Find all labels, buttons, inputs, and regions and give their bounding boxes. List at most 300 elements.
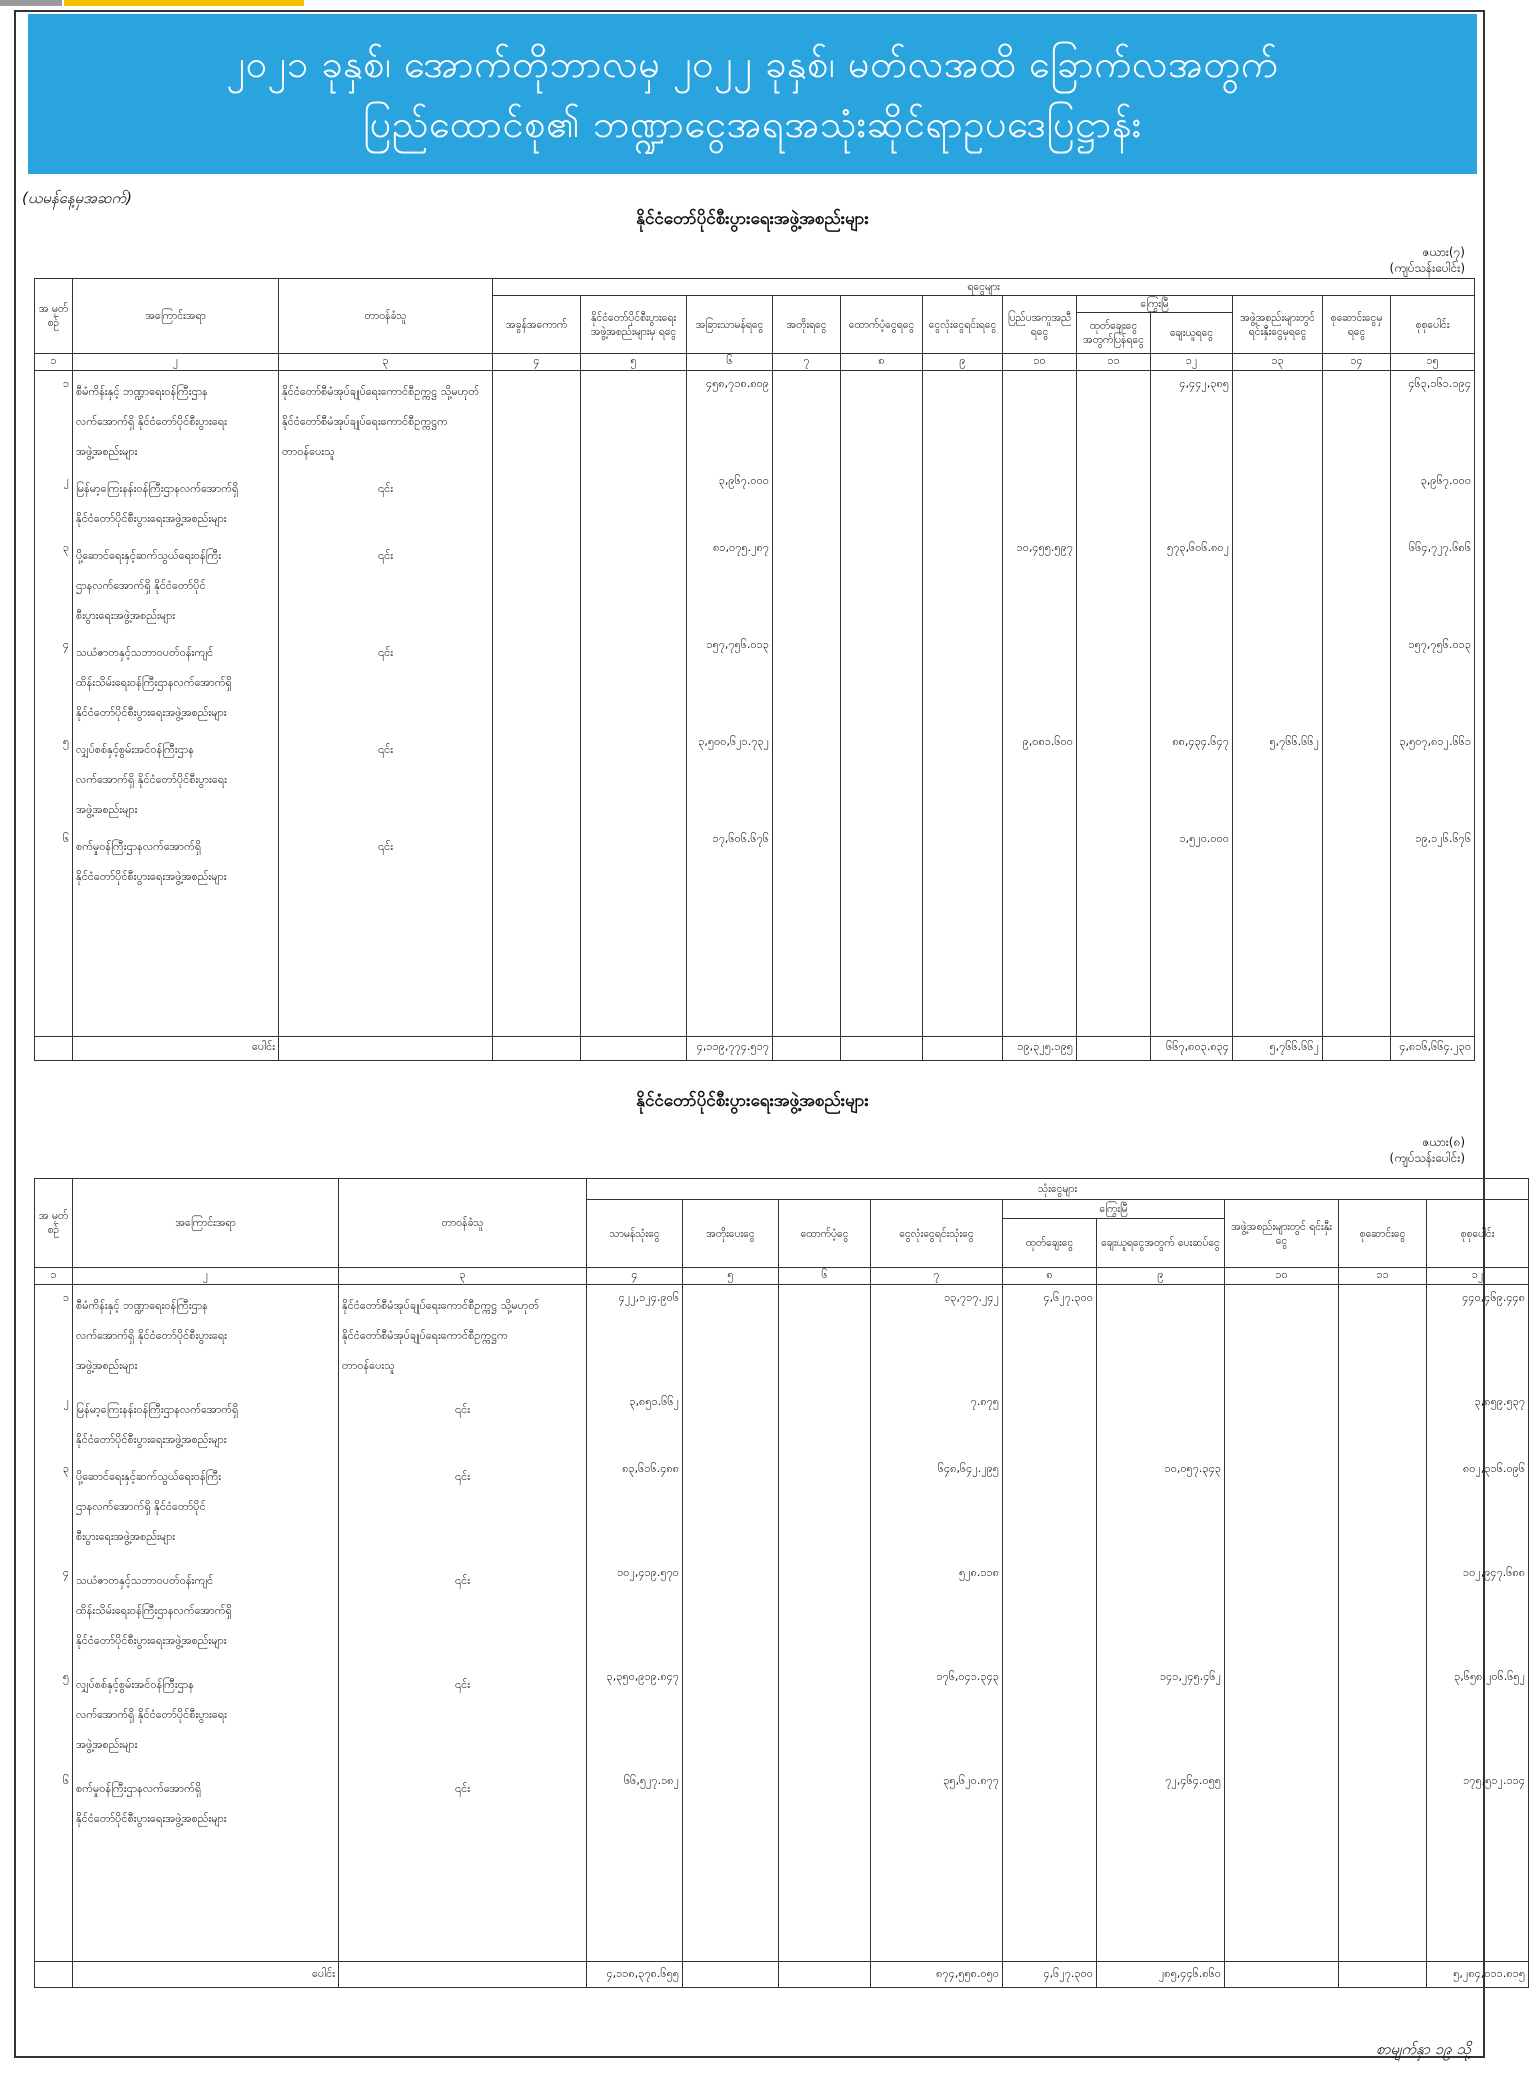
- row-responsible-line: ၎င်း: [378, 840, 393, 853]
- receipts-colnum: ၁၀: [1003, 354, 1077, 371]
- row-value-c4: [493, 826, 581, 906]
- row-value-c9: ၇၂,၄၆၄.၀၅၅: [1097, 1768, 1225, 1858]
- row-value-c6: ၁၅၇,၇၅၆.၀၁၃: [687, 632, 773, 729]
- row-subject-line: စီမံကိန်းနှင့် ဘဏ္ဍာရေးဝန်ကြီးဌာန: [76, 1299, 208, 1312]
- row-subject-line: အဖွဲ့အစည်းများ: [76, 445, 138, 458]
- receipts-colnum: ၁၄: [1323, 354, 1391, 371]
- row-value-c8: [1003, 1664, 1097, 1768]
- row-value-c6: ၈၁,၀၇၅.၂၈၇: [687, 535, 773, 632]
- row-value-c11: [1339, 1560, 1427, 1664]
- row-number: ၄: [35, 1560, 73, 1664]
- row-value-c8: [841, 468, 923, 535]
- row-subject-line: လက်အောက်ရှိ နိုင်ငံတော်ပိုင်စီးပွားရေး: [76, 415, 227, 428]
- row-value-c15: ၃,၅၀၇,၈၁၂.၆၆၁: [1391, 729, 1475, 826]
- expenses-h-no: အ မှတ် စဉ်: [35, 1179, 73, 1268]
- expenses-h-subject: အကြောင်းအရာ: [73, 1179, 339, 1268]
- table-row: [35, 535, 1475, 632]
- row-value-c12: ၁,၅၂၀.၀၀၀: [1151, 826, 1233, 906]
- row-value-c5: [581, 826, 687, 906]
- expenses-ref-form: ဇယား(၈): [1422, 1135, 1465, 1149]
- row-value-c12: ၁၀၂,၉၄၇.၆၈၈: [1427, 1560, 1529, 1664]
- row-responsible-line: ၎င်း: [455, 1573, 470, 1587]
- row-value-c13: [1233, 371, 1323, 469]
- receipts-h-c14: စုဆောင်းငွေမှ ရငွေ: [1323, 296, 1391, 354]
- row-value-c11: [1339, 1768, 1427, 1858]
- row-value-c5: [683, 1560, 779, 1664]
- row-value-c9: [923, 535, 1003, 632]
- row-subject-line: လျှပ်စစ်နှင့်စွမ်းအင်ဝန်ကြီးဌာန: [76, 743, 194, 756]
- expenses-h-c9: ချေးယူရငွေအတွက် ပေးဆပ်ငွေ: [1097, 1219, 1225, 1268]
- row-value-c5: [581, 535, 687, 632]
- row-value-c5: [581, 729, 687, 826]
- row-responsible-line: ၎င်း: [378, 646, 393, 659]
- spacer-cell: [279, 906, 493, 1036]
- receipts-h-c11: ထုတ်ချေးငွေ အတွက်ပြန်ရငွေ: [1077, 313, 1151, 354]
- spacer-cell: [1391, 906, 1475, 1036]
- row-number: ၆: [35, 1768, 73, 1858]
- row-value-c12: ၁၇၅,၅၁၂.၁၁၄: [1427, 1768, 1529, 1858]
- expenses-h-c6: ထောက်ပံ့ငွေ: [779, 1200, 871, 1268]
- row-value-c10: [1003, 371, 1077, 469]
- expenses-ref-unit: (ကျပ်သန်းပေါင်း): [1389, 1151, 1465, 1165]
- row-responsible-line: နိုင်ငံတော်စီမံအုပ်ချုပ်ရေးကောင်စီဥက္ကဋ္ဌက: [282, 415, 448, 428]
- row-value-c4: ၃,၈၅၁.၆၆၂: [587, 1389, 683, 1456]
- row-value-c8: [1003, 1560, 1097, 1664]
- row-responsible-line: ၎င်း: [455, 1469, 470, 1483]
- row-value-c12: ၄,၄၄၂,၃၈၅: [1151, 371, 1233, 469]
- expenses-total-row: [35, 1962, 1529, 1988]
- receipts-h-c4: အခွန်အကောက်: [493, 296, 581, 354]
- receipts-ref-form: ဇယား(၇): [1422, 245, 1465, 259]
- row-value-c10: ၁၀,၄၅၅.၅၉၇: [1003, 535, 1077, 632]
- expenses-colnum: ၉: [1097, 1268, 1225, 1285]
- total-resp: [339, 1962, 587, 1988]
- receipts-colnum: ၆: [687, 354, 773, 371]
- row-value-c7: ၃၅,၆၂၀.၈၇၇: [871, 1768, 1003, 1858]
- spacer-cell: [871, 1858, 1003, 1962]
- row-responsible: [279, 826, 493, 906]
- row-subject: [73, 826, 279, 906]
- spacer-cell: [687, 906, 773, 1036]
- row-value-c12: ၃,၆၅၈,၂၀၆.၆၅၂: [1427, 1664, 1529, 1768]
- receipts-h-debt: ကြွေးမြီ: [1077, 296, 1233, 313]
- row-value-c7: ၁၇၆,၀၄၁.၃၄၃: [871, 1664, 1003, 1768]
- row-value-c10: [1225, 1456, 1339, 1560]
- expenses-h-c5: အတိုးပေးငွေ: [683, 1200, 779, 1268]
- row-value-c5: [581, 468, 687, 535]
- spacer-cell: [1225, 1858, 1339, 1962]
- row-subject: [73, 1456, 339, 1560]
- total-label: ပေါင်း: [73, 1962, 339, 1988]
- row-value-c14: [1323, 632, 1391, 729]
- total-value-c8: [841, 1036, 923, 1060]
- row-value-c9: ၁၀,၀၅၇.၃၄၃: [1097, 1456, 1225, 1560]
- receipts-h-c6: အခြားသာမန်ရငွေ: [687, 296, 773, 354]
- total-value-c15: ၄,၈၁၆,၆၆၄.၂၃၀: [1391, 1036, 1475, 1060]
- row-value-c12: ၈၀၂,၃၁၆.၀၉၆: [1427, 1456, 1529, 1560]
- row-value-c11: [1077, 826, 1151, 906]
- receipts-colnum: ၁: [35, 354, 73, 371]
- row-responsible: [339, 1285, 587, 1389]
- row-subject-line: ပို့ဆောင်ရေးနှင့်ဆက်သွယ်ရေးဝန်ကြီး: [76, 1469, 222, 1483]
- row-value-c4: ၁၀၂,၄၁၉.၅၇၀: [587, 1560, 683, 1664]
- row-value-c5: [581, 371, 687, 469]
- row-number: ၅: [35, 729, 73, 826]
- row-value-c15: ၁၉,၁၂၆.၆၇၆: [1391, 826, 1475, 906]
- row-value-c13: [1233, 468, 1323, 535]
- row-responsible: [279, 729, 493, 826]
- expenses-title: နိုင်ငံတော်ပိုင်စီးပွားရေးအဖွဲ့အစည်းများ: [636, 1091, 869, 1111]
- spacer-cell: [73, 1858, 339, 1962]
- table-row: [35, 826, 1475, 906]
- row-value-c6: [779, 1285, 871, 1389]
- expenses-h-c8: ထုတ်ချေးငွေ: [1003, 1219, 1097, 1268]
- expenses-h-resp: တာဝန်ခံသူ: [339, 1179, 587, 1268]
- receipts-colnum: ၁၅: [1391, 354, 1475, 371]
- row-value-c11: [1077, 729, 1151, 826]
- row-subject-line: နိုင်ငံတော်ပိုင်စီးပွားရေးအဖွဲ့အစည်းများ: [76, 1811, 227, 1825]
- row-subject: [73, 632, 279, 729]
- expenses-colnum: ၁၁: [1339, 1268, 1427, 1285]
- spacer-cell: [35, 906, 73, 1036]
- receipts-table: [34, 278, 1475, 1061]
- receipts-colnum: ၉: [923, 354, 1003, 371]
- total-value-c7: ၈၇၄,၅၅၈.၀၅၀: [871, 1962, 1003, 1988]
- row-value-c7: [773, 535, 841, 632]
- spacer-cell: [773, 906, 841, 1036]
- row-value-c8: [1003, 1768, 1097, 1858]
- row-subject: [73, 1768, 339, 1858]
- row-value-c9: [923, 371, 1003, 469]
- total-value-c8: ၄,၆၂၇.၃၀၀: [1003, 1962, 1097, 1988]
- row-value-c10: ၉,၀၈၁.၆၀၀: [1003, 729, 1077, 826]
- total-value-c12: ၅,၂၈၄,၀၁၁.၈၁၅: [1427, 1962, 1529, 1988]
- receipts-colnum-row: [35, 354, 1475, 371]
- receipts-h-c13: အဖွဲ့အစည်းများတွင် ရင်းနှီးငွေမှရငွေ: [1233, 296, 1323, 354]
- row-value-c10: [1225, 1768, 1339, 1858]
- total-value-c7: [773, 1036, 841, 1060]
- row-subject-line: မြန်မာ့ကြေးနန်းဝန်ကြီးဌာနလက်အောက်ရှိ: [76, 482, 239, 495]
- expenses-h-group: သုံးငွေများ: [587, 1179, 1529, 1200]
- row-subject-line: သယံဇာတနှင့်သဘာဝပတ်ဝန်းကျင်: [76, 1573, 214, 1587]
- receipts-ref: [1390, 244, 1465, 276]
- row-value-c9: ၁၄၁,၂၄၅.၄၆၂: [1097, 1664, 1225, 1768]
- expenses-colnum: ၄: [587, 1268, 683, 1285]
- expenses-colnum: ၃: [339, 1268, 587, 1285]
- row-number: ၃: [35, 535, 73, 632]
- row-subject-line: သယံဇာတနှင့်သဘာဝပတ်ဝန်းကျင်: [76, 646, 214, 659]
- row-value-c4: ၆၆,၅၂၇.၁၈၂: [587, 1768, 683, 1858]
- row-subject-line: လျှပ်စစ်နှင့်စွမ်းအင်ဝန်ကြီးဌာန: [76, 1677, 194, 1691]
- table-row: [35, 632, 1475, 729]
- row-subject-line: ဌာနလက်အောက်ရှိ နိုင်ငံတော်ပိုင်: [76, 1499, 206, 1513]
- receipts-h-c8: ထောက်ပံ့ငွေရငွေ: [841, 296, 923, 354]
- total-value-c6: [779, 1962, 871, 1988]
- receipts-colnum: ၂: [73, 354, 279, 371]
- row-value-c11: [1077, 371, 1151, 469]
- row-value-c8: ၄,၆၂၇.၃၀၀: [1003, 1285, 1097, 1389]
- row-subject: [73, 1389, 339, 1456]
- total-value-c5: [683, 1962, 779, 1988]
- row-value-c15: ၆၆၄,၇၂၇.၆၈၆: [1391, 535, 1475, 632]
- table-row: [35, 1285, 1529, 1389]
- row-value-c12: ၄၄၀,၄၆၉.၄၄၈: [1427, 1285, 1529, 1389]
- row-value-c12: ၃,၈၅၉.၅၃၇: [1427, 1389, 1529, 1456]
- receipts-colnum: ၁၂: [1151, 354, 1233, 371]
- spacer-cell: [35, 1858, 73, 1962]
- expenses-h-c11: စုဆောင်းငွေ: [1339, 1200, 1427, 1268]
- row-subject: [73, 535, 279, 632]
- row-subject: [73, 468, 279, 535]
- spacer-cell: [1003, 906, 1077, 1036]
- row-value-c9: [1097, 1389, 1225, 1456]
- row-subject-line: ထိန်းသိမ်းရေးဝန်ကြီးဌာနလက်အောက်ရှိ: [76, 676, 232, 689]
- row-subject-line: အဖွဲ့အစည်းများ: [76, 803, 138, 816]
- total-value-c10: [1225, 1962, 1339, 1988]
- banner-line-2: ပြည်ထောင်စု၏ ဘဏ္ဍာငွေအရအသုံးဆိုင်ရာဥပဒေပြဋ္ဌာန်း: [363, 102, 1142, 146]
- row-value-c4: [493, 371, 581, 469]
- expenses-h-c10: အဖွဲ့အစည်းများတွင် ရင်းနှီးငွေ: [1225, 1200, 1339, 1268]
- row-subject-line: နိုင်ငံတော်ပိုင်စီးပွားရေးအဖွဲ့အစည်းများ: [76, 870, 227, 883]
- row-responsible: [279, 535, 493, 632]
- receipts-h-c5: နိုင်ငံတော်ပိုင်စီးပွားရေး အဖွဲ့အစည်းများမှ ရငွေ: [581, 296, 687, 354]
- row-subject-line: နိုင်ငံတော်ပိုင်စီးပွားရေးအဖွဲ့အစည်းများ: [76, 1633, 227, 1647]
- row-subject-line: အဖွဲ့အစည်းများ: [76, 1359, 138, 1372]
- row-value-c4: ၃,၃၅၀,၉၁၉.၈၄၇: [587, 1664, 683, 1768]
- row-value-c4: [493, 632, 581, 729]
- expenses-colnum-row: [35, 1268, 1529, 1285]
- total-value-c4: ၄,၁၁၈,၃၇၈.၆၅၅: [587, 1962, 683, 1988]
- spacer-cell: [1339, 1858, 1427, 1962]
- row-value-c6: [779, 1664, 871, 1768]
- row-responsible: [339, 1389, 587, 1456]
- row-subject-line: စက်မှုဝန်ကြီးဌာနလက်အောက်ရှိ: [76, 840, 202, 853]
- row-responsible-line: ၎င်း: [378, 549, 393, 562]
- row-subject: [73, 729, 279, 826]
- row-value-c8: [841, 371, 923, 469]
- receipts-colnum: ၄: [493, 354, 581, 371]
- total-value-c5: [581, 1036, 687, 1060]
- expenses-h-c4: သာမန်သုံးငွေ: [587, 1200, 683, 1268]
- receipts-colnum: ၁၁: [1077, 354, 1151, 371]
- row-subject: [73, 371, 279, 469]
- expenses-ref: [1390, 1134, 1465, 1166]
- receipts-h-subject: အကြောင်းအရာ: [73, 279, 279, 354]
- row-value-c14: [1323, 826, 1391, 906]
- top-strip-grey: [0, 0, 62, 6]
- banner-line-1: ၂၀၂၁ ခုနှစ်၊ အောက်တိုဘာလမှ ၂၀၂၂ ခုနှစ်၊ မတ်လအထိ ခြောက်လအတွက်: [226, 42, 1279, 86]
- spacer-cell: [683, 1858, 779, 1962]
- row-value-c4: [493, 729, 581, 826]
- row-value-c15: ၃,၉၆၇.၀၀၀: [1391, 468, 1475, 535]
- total-value-c12: ၆၆၇,၈၀၃.၈၃၄: [1151, 1036, 1233, 1060]
- row-value-c5: [683, 1456, 779, 1560]
- row-subject: [73, 1560, 339, 1664]
- row-responsible: [279, 468, 493, 535]
- row-number: ၂: [35, 468, 73, 535]
- row-responsible-line: တာဝန်ပေးသူ: [342, 1359, 395, 1372]
- row-value-c7: [773, 371, 841, 469]
- spacer-cell: [581, 906, 687, 1036]
- row-subject-line: ထိန်းသိမ်းရေးဝန်ကြီးဌာနလက်အောက်ရှိ: [76, 1603, 232, 1617]
- row-value-c11: [1077, 468, 1151, 535]
- row-value-c8: [1003, 1389, 1097, 1456]
- receipts-colnum: ၅: [581, 354, 687, 371]
- row-subject-line: စီးပွားရေးအဖွဲ့အစည်းများ: [76, 609, 176, 622]
- row-responsible: [339, 1664, 587, 1768]
- row-responsible: [339, 1560, 587, 1664]
- spacer-cell: [1427, 1858, 1529, 1962]
- receipts-h-c7: အတိုးရငွေ: [773, 296, 841, 354]
- row-value-c9: [1097, 1560, 1225, 1664]
- receipts-h-resp: တာဝန်ခံသူ: [279, 279, 493, 354]
- receipts-colnum: ၇: [773, 354, 841, 371]
- row-value-c5: [683, 1768, 779, 1858]
- total-value-c11: [1339, 1962, 1427, 1988]
- row-value-c15: ၁၅၇,၇၅၆.၀၁၃: [1391, 632, 1475, 729]
- spacer-cell: [1151, 906, 1233, 1036]
- page-continue-note: စာမျက်နှာ ၁၉ သို့: [1375, 2040, 1471, 2058]
- row-value-c10: [1225, 1389, 1339, 1456]
- row-value-c6: [779, 1560, 871, 1664]
- total-value-c9: [923, 1036, 1003, 1060]
- row-value-c9: [923, 729, 1003, 826]
- table-row: [35, 729, 1475, 826]
- expenses-h-c12: စုစုပေါင်း: [1427, 1200, 1529, 1268]
- title-banner: [28, 14, 1477, 174]
- receipts-h-no: အ မှတ် စဉ်: [35, 279, 73, 354]
- row-value-c10: [1003, 632, 1077, 729]
- row-number: ၁: [35, 371, 73, 469]
- row-value-c7: [773, 729, 841, 826]
- row-value-c5: [683, 1664, 779, 1768]
- row-value-c8: [841, 535, 923, 632]
- row-value-c11: [1077, 632, 1151, 729]
- row-subject-line: စီးပွားရေးအဖွဲ့အစည်းများ: [76, 1529, 176, 1543]
- total-value-c4: [493, 1036, 581, 1060]
- spacer-cell: [1233, 906, 1323, 1036]
- row-value-c7: ၅၂၈.၁၁၈: [871, 1560, 1003, 1664]
- receipts-h-c12: ချေးယူရငွေ: [1151, 313, 1233, 354]
- row-value-c15: ၄၆၃,၁၆၁.၁၉၄: [1391, 371, 1475, 469]
- row-value-c5: [581, 632, 687, 729]
- row-responsible-line: နိုင်ငံတော်စီမံအုပ်ချုပ်ရေးကောင်စီဥက္ကဋ္ဌ သို့မဟုတ်: [282, 385, 480, 398]
- row-value-c6: [779, 1389, 871, 1456]
- table-row: [35, 468, 1475, 535]
- expenses-h-debt: ကြွေးမြီ: [1003, 1200, 1225, 1219]
- row-value-c4: [493, 535, 581, 632]
- expenses-colnum: ၇: [871, 1268, 1003, 1285]
- row-subject: [73, 1664, 339, 1768]
- row-subject-line: အဖွဲ့အစည်းများ: [76, 1737, 138, 1751]
- row-value-c12: [1151, 468, 1233, 535]
- row-value-c7: [773, 632, 841, 729]
- spacer-cell: [587, 1858, 683, 1962]
- row-value-c6: ၃,၉၆၇.၀၀၀: [687, 468, 773, 535]
- row-value-c7: [773, 468, 841, 535]
- row-responsible: [339, 1768, 587, 1858]
- row-responsible-line: နိုင်ငံတော်စီမံအုပ်ချုပ်ရေးကောင်စီဥက္ကဋ္ဌက: [342, 1329, 508, 1342]
- row-number: ၁: [35, 1285, 73, 1389]
- expenses-table: [34, 1178, 1529, 1988]
- row-value-c13: ၅,၇၆၆.၆၆၂: [1233, 729, 1323, 826]
- row-value-c10: [1225, 1285, 1339, 1389]
- total-no: [35, 1036, 73, 1060]
- row-value-c6: ၄၅၈,၇၁၈.၈၀၉: [687, 371, 773, 469]
- spacer-cell: [73, 906, 279, 1036]
- row-number: ၆: [35, 826, 73, 906]
- expenses-spacer-row: [35, 1858, 1529, 1962]
- row-responsible-line: ၎င်း: [455, 1781, 470, 1795]
- spacer-cell: [339, 1858, 587, 1962]
- total-value-c9: ၂၈၅,၄၄၆.၈၆၀: [1097, 1962, 1225, 1988]
- row-value-c10: [1225, 1560, 1339, 1664]
- row-value-c10: [1003, 468, 1077, 535]
- total-no: [35, 1962, 73, 1988]
- row-number: ၂: [35, 1389, 73, 1456]
- row-value-c13: [1233, 632, 1323, 729]
- total-value-c11: [1077, 1036, 1151, 1060]
- total-value-c14: [1323, 1036, 1391, 1060]
- row-value-c7: [773, 826, 841, 906]
- row-value-c9: [923, 468, 1003, 535]
- row-value-c11: [1339, 1389, 1427, 1456]
- row-value-c14: [1323, 468, 1391, 535]
- spacer-cell: [1003, 1858, 1097, 1962]
- receipts-colnum: ၁၃: [1233, 354, 1323, 371]
- table-row: [35, 1560, 1529, 1664]
- receipts-h-c9: ငွေလုံးငွေရင်းရငွေ: [923, 296, 1003, 354]
- row-value-c7: ၇.၈၇၅: [871, 1389, 1003, 1456]
- row-value-c7: ၆၄၈,၆၄၂.၂၉၅: [871, 1456, 1003, 1560]
- row-value-c6: ၃,၅၀၀,၆၂၁.၇၃၂: [687, 729, 773, 826]
- total-value-c10: ၁၉,၃၂၅.၁၉၅: [1003, 1036, 1077, 1060]
- spacer-cell: [923, 906, 1003, 1036]
- row-subject-line: ဌာနလက်အောက်ရှိ နိုင်ငံတော်ပိုင်: [76, 579, 206, 592]
- row-value-c11: [1339, 1456, 1427, 1560]
- table-row: [35, 1768, 1529, 1858]
- row-responsible-line: ၎င်း: [378, 743, 393, 756]
- expenses-colnum: ၁၀: [1225, 1268, 1339, 1285]
- row-subject-line: နိုင်ငံတော်ပိုင်စီးပွားရေးအဖွဲ့အစည်းများ: [76, 706, 227, 719]
- row-value-c9: [923, 826, 1003, 906]
- row-value-c14: [1323, 535, 1391, 632]
- row-subject-line: ပို့ဆောင်ရေးနှင့်ဆက်သွယ်ရေးဝန်ကြီး: [76, 549, 222, 562]
- receipts-colnum: ၃: [279, 354, 493, 371]
- row-value-c13: [1233, 826, 1323, 906]
- row-responsible-line: ၎င်း: [455, 1402, 470, 1416]
- row-subject-line: လက်အောက်ရှိ နိုင်ငံတော်ပိုင်စီးပွားရေး: [76, 1329, 227, 1342]
- row-value-c12: [1151, 632, 1233, 729]
- row-value-c12: ၈၈,၄၃၄.၆၄၇: [1151, 729, 1233, 826]
- row-value-c14: [1323, 371, 1391, 469]
- spacer-cell: [1077, 906, 1151, 1036]
- row-value-c6: [779, 1456, 871, 1560]
- spacer-cell: [1323, 906, 1391, 1036]
- expenses-colnum: ၁: [35, 1268, 73, 1285]
- receipts-total-row: [35, 1036, 1475, 1060]
- row-subject-line: မြန်မာ့ကြေးနန်းဝန်ကြီးဌာနလက်အောက်ရှိ: [76, 1402, 239, 1416]
- table-row: [35, 1456, 1529, 1560]
- top-strip-yellow: [64, 0, 304, 6]
- row-subject-line: စက်မှုဝန်ကြီးဌာနလက်အောက်ရှိ: [76, 1781, 202, 1795]
- row-value-c4: [493, 468, 581, 535]
- row-subject-line: လက်အောက်ရှိ နိုင်ငံတော်ပိုင်စီးပွားရေး: [76, 773, 227, 786]
- row-value-c13: [1233, 535, 1323, 632]
- spacer-cell: [493, 906, 581, 1036]
- row-responsible-line: တာဝန်ပေးသူ: [282, 445, 335, 458]
- spacer-cell: [1097, 1858, 1225, 1962]
